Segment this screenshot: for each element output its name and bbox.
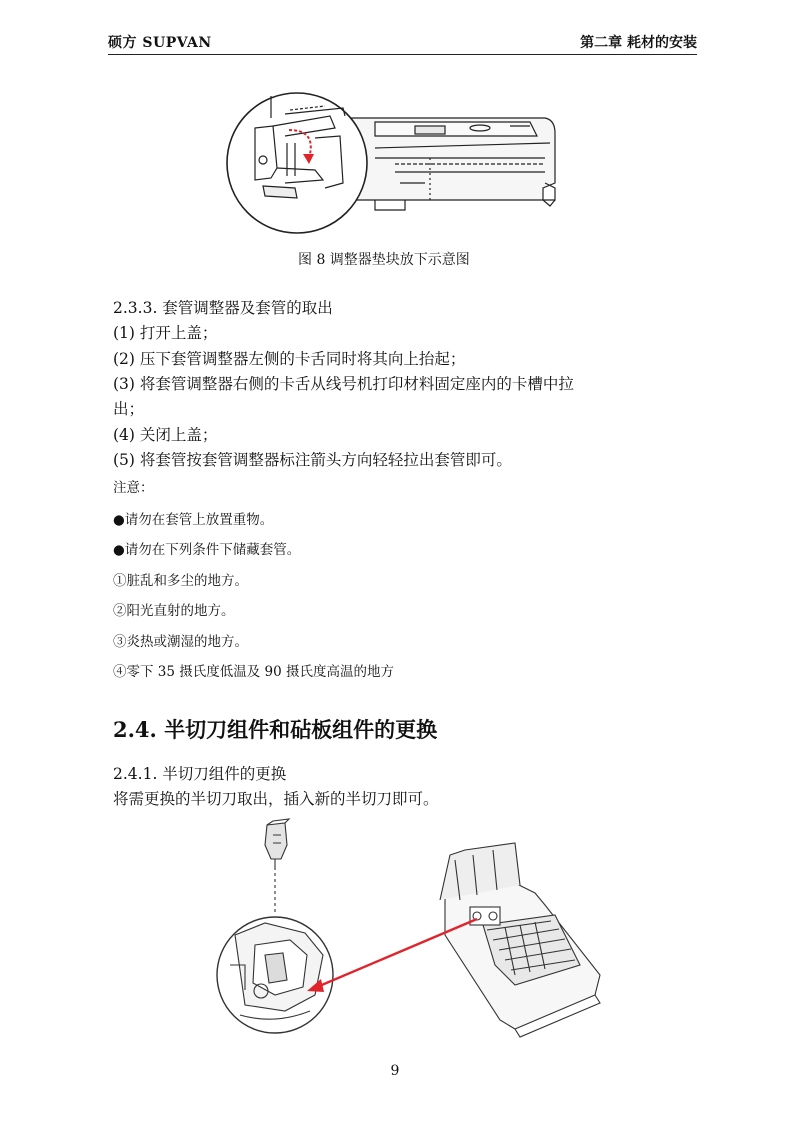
note-item: ●请勿在套管上放置重物。 [113, 512, 274, 528]
figure-8-illustration [225, 88, 575, 248]
half-cutter-illustration [215, 815, 610, 1045]
note-item: ①脏乱和多尘的地方。 [113, 573, 248, 589]
section-2-4-1-heading: 2.4.1. 半切刀组件的更换 [113, 765, 287, 783]
header-brand: 硕方 SUPVAN [108, 35, 212, 51]
note-item: ②阳光直射的地方。 [113, 603, 235, 619]
page-header [108, 30, 697, 55]
note-item: ●请勿在下列条件下储藏套管。 [113, 542, 301, 558]
step-5: (5) 将套管按套管调整器标注箭头方向轻轻拉出套管即可。 [113, 451, 512, 469]
step-2: (2) 压下套管调整器左侧的卡舌同时将其向上抬起； [113, 350, 466, 368]
section-2-4-1-text: 将需更换的半切刀取出，插入新的半切刀即可。 [113, 790, 439, 808]
section-2-3-3-heading: 2.3.3. 套管调整器及套管的取出 [113, 299, 333, 317]
note-label: 注意： [113, 480, 154, 496]
step-4: (4) 关闭上盖； [113, 426, 218, 444]
section-2-4-title: 2.4. 半切刀组件和砧板组件的更换 [113, 717, 438, 742]
note-item: ③炎热或潮湿的地方。 [113, 634, 248, 650]
header-chapter: 第二章 耗材的安装 [580, 35, 697, 51]
step-1: (1) 打开上盖； [113, 324, 218, 342]
step-3-continued: 出； [113, 400, 145, 418]
step-3: (3) 将套管调整器右侧的卡舌从线号机打印材料固定座内的卡槽中拉 [113, 375, 574, 393]
figure-8-caption: 图 8 调整器垫块放下示意图 [298, 252, 470, 268]
note-item: ④零下 35 摄氏度低温及 90 摄氏度高温的地方 [113, 664, 395, 680]
page-number: 9 [390, 1063, 400, 1079]
